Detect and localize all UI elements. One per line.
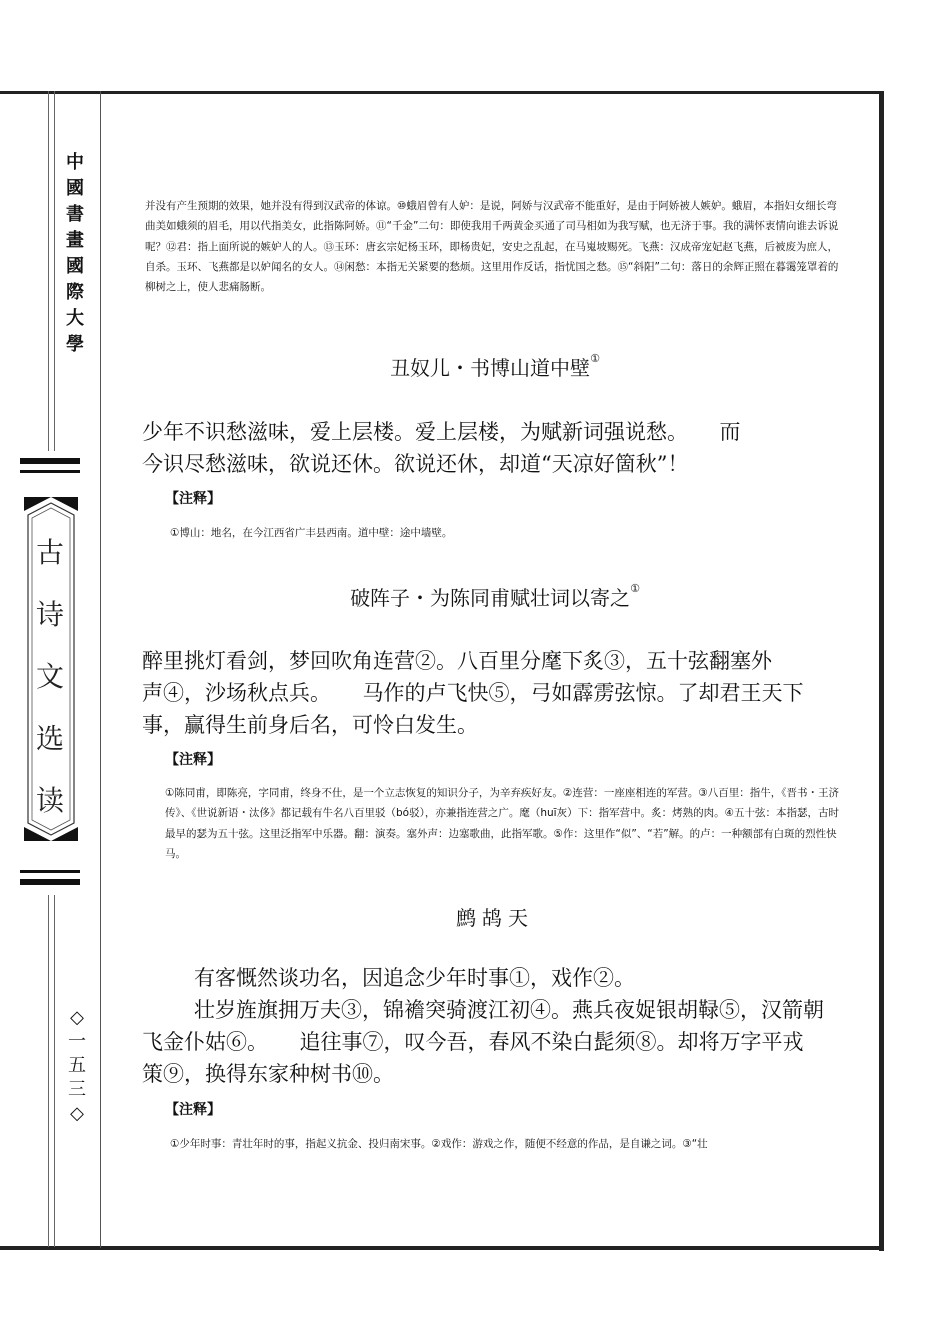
college-char: 書 [66,204,84,225]
book-title-char: 诗 [35,598,64,631]
spine-band [20,470,80,473]
content-divider [100,91,101,1248]
spine-line [48,91,49,451]
page-frame-bottom [0,1246,884,1250]
poem-line: 少年不识愁滋味，爱上层楼。爱上层楼，为赋新词强说愁。 而 [142,420,741,444]
spine-line [48,895,49,1247]
page-number-char: 一 [68,1031,86,1052]
college-name [60,150,90,358]
poem-title-text: 破阵子・为陈同甫赋壮词以寄之 [350,586,631,610]
spine-line [54,91,55,451]
spine-band [20,458,80,464]
poem-line: 声④，沙场秋点兵。 马作的卢飞快⑤，弓如霹雳弦惊。了却君王天下 [142,681,804,705]
college-char: 學 [66,334,84,355]
poem-body [142,645,842,741]
college-char: 際 [66,282,84,303]
note-label: 【注释】 [165,491,221,507]
college-char: 畫 [66,230,84,251]
book-title-char: 古 [35,536,64,569]
poem-title [110,902,880,931]
poem-line: 壮岁旌旗拥万夫③，锦襜突骑渡江初④。燕兵夜娖银胡䩮⑤，汉箭朝 [194,998,824,1022]
spine-line [54,895,55,1247]
poem-title-text: 鹧鸪天 [456,906,534,930]
book-title-char: 读 [35,784,64,817]
page-frame-right [879,91,884,1251]
poem-body [142,416,842,480]
page-number-char: 五 [68,1055,86,1076]
poem-body [142,962,842,1090]
college-char: 大 [66,308,84,329]
diamond-icon: ◇ [70,1007,84,1028]
poem-line: 醉里挑灯看剑，梦回吹角连营②。八百里分麾下炙③，五十弦翻塞外 [142,649,772,673]
college-char: 國 [66,256,84,277]
poem-notes: ①陈同甫，即陈亮，字同甫，终身不仕，是一个立志恢复的知识分子，为辛弃疾好友。②连营：一座座相连的军营。③八百里：指牛，《晋书・王济传》、《世说新语・汰侈》都记载有牛名八百里驳（bó驳），亦兼指连营之广。麾（huī灰）下：指军营中。炙：烤熟的肉。④五十弦：本指瑟，古时最早的瑟为五十弦。这里泛指军中乐器。翻：演奏。塞外声：边塞歌曲，此指军歌。⑤作：这里作“似”、“若”解。的卢：一种额部有白斑的烈性快马。 [165,787,839,860]
book-title-char: 选 [35,722,64,755]
page-frame-top [0,91,884,94]
poem-line: 飞金仆姑⑥。 追往事⑦，叹今吾，春风不染白髭须⑧。却将万字平戎 [142,1030,804,1054]
poem-notes: ①少年时事：青壮年时的事，指起义抗金、投归南宋事。②戏作：游戏之作，随便不经意的作品，是自谦之词。③“壮 [170,1138,708,1150]
college-char: 國 [66,178,84,199]
note-mark: ① [630,582,640,595]
note-label: 【注释】 [165,752,221,768]
poem-line: 策⑨，换得东家种树书⑩。 [142,1062,394,1086]
poem-line: 今识尽愁滋味，欲说还休。欲说还休，却道“天凉好箇秋”！ [142,452,689,476]
poem-title [110,582,880,611]
book-title [35,522,65,832]
poem-title [110,352,880,381]
spine-band [20,879,80,885]
page-number-char: 三 [68,1079,86,1100]
notes-continued: 并没有产生预期的效果，她并没有得到汉武帝的体谅。⑩蛾眉曾有人妒：是说，阿娇与汉武帝不能重好，是由于阿娇被人嫉妒。蛾眉，本指妇女细长弯曲美如蛾须的眉毛，用以代指美女，此指陈阿娇。⑪“千金”二句：即使我用千两黄金买通了司马相如为我写赋，也无济于事。我的满怀衷情向谁去诉说呢？⑫君：指上面所说的嫉妒人的人。⑬玉环：唐玄宗妃杨玉环，即杨贵妃，安史之乱起，在马嵬坡赐死。飞燕：汉成帝宠妃赵飞燕，后被废为庶人，自杀。玉环、飞燕都是以妒闻名的女人。⑭闲愁：本指无关紧要的愁烦。这里用作反话，指忧国之愁。⑮“斜阳”二句：落日的余辉正照在暮霭笼罩着的柳树之上，使人悲痛肠断。 [145,200,839,294]
page-number [62,1006,92,1126]
diamond-icon: ◇ [70,1103,84,1124]
note-label: 【注释】 [165,1102,221,1118]
poem-notes: ①博山：地名，在今江西省广丰县西南。道中壁：途中墙壁。 [170,527,453,539]
poem-line: 事，赢得生前身后名，可怜白发生。 [142,713,478,737]
poem-title-text: 丑奴儿・书博山道中壁 [390,356,591,380]
book-title-char: 文 [35,660,64,693]
spine-band [20,870,80,873]
note-mark: ① [590,352,600,365]
poem-preface: 有客慨然谈功名，因追念少年时事①，戏作②。 [194,966,635,990]
college-char: 中 [66,152,84,173]
